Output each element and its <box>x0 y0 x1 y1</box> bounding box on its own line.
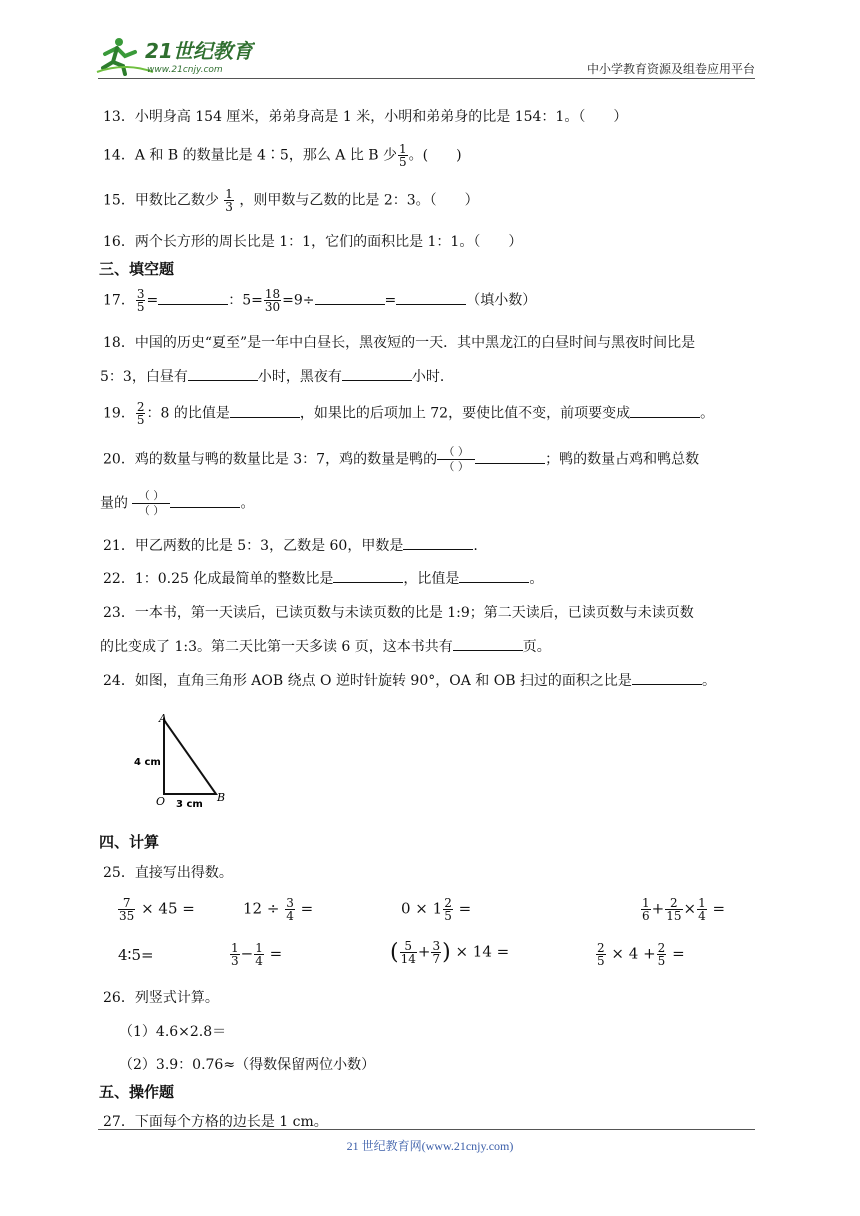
calc-expr-2: 12 ÷ $\frac{3}{4}$ = <box>243 896 314 923</box>
question-19: 19． $\frac{2}{5}$ ：8 的比值是 ，如果比的后项加上 72，要使比值不变，前项要变成 。 <box>103 400 715 427</box>
q14-text: 14．A 和 B 的数量比是 4∶5，那么 A 比 B 少 <box>103 147 398 164</box>
footer-divider <box>98 1129 755 1130</box>
label-left-side: 4 cm <box>134 757 161 768</box>
fraction: $\frac{2}{5}$ <box>657 941 666 968</box>
fraction: $\frac{1}{6}$ <box>642 896 650 923</box>
answer-blank[interactable] <box>459 569 529 583</box>
answer-blank[interactable] <box>333 569 403 583</box>
label-bottom-side: 3 cm <box>176 799 203 810</box>
header-divider <box>98 78 755 79</box>
question-26-part-1: （1）4.6×2.8＝ <box>119 1024 227 1040</box>
answer-blank[interactable] <box>230 404 300 418</box>
question-13: 13．小明身高 154 厘米，弟弟身高是 1 米，小明和弟弟身的比是 154：1。（ ） <box>103 109 628 125</box>
answer-blank[interactable] <box>170 494 240 508</box>
question-16: 16．两个长方形的周长比是 1：1，它们的面积比是 1：1。（ ） <box>103 234 523 250</box>
question-26: 26．列竖式计算。 <box>103 990 219 1006</box>
placeholder-fraction[interactable]: （ ） （ ） <box>437 446 475 473</box>
answer-blank[interactable] <box>158 291 228 305</box>
fraction: $\frac{3}{5}$ <box>136 287 145 314</box>
calc-expr-8: $\frac{2}{5}$ × 4 + $\frac{2}{5}$ = <box>597 941 685 968</box>
question-27: 27．下面每个方格的边长是 1 cm。 <box>103 1114 328 1130</box>
label-a: A <box>159 712 167 725</box>
question-25: 25．直接写出得数。 <box>103 865 233 881</box>
answer-blank[interactable] <box>630 404 700 418</box>
fraction: $\frac{5}{14}$ <box>400 939 416 966</box>
fraction: $\frac{2}{5}$ <box>597 941 605 968</box>
answer-blank[interactable] <box>632 671 702 685</box>
label-o: O <box>156 795 166 808</box>
fraction: $\frac{1}{4}$ <box>255 941 263 968</box>
question-18-line2: 5：3，白昼有 小时，黑夜有 小时． <box>100 369 454 385</box>
triangle-shape <box>164 720 216 794</box>
question-20-line1: 20．鸡的数量与鸭的数量比是 3：7，鸡的数量是鸭的 （ ） （ ） ；鸭的数量占鸡和鸭总数 <box>103 445 700 474</box>
section-title-operation: 五、操作题 <box>99 1083 175 1101</box>
placeholder-fraction[interactable]: （ ） （ ） <box>132 490 170 517</box>
answer-blank[interactable] <box>342 367 412 381</box>
question-26-part-2: （2）3.9：0.76≈（得数保留两位小数） <box>119 1057 376 1073</box>
calc-expr-6: $\frac{1}{3}$ − $\frac{1}{4}$ = <box>231 941 283 968</box>
fraction: $\frac{1}{3}$ <box>231 941 239 968</box>
answer-blank[interactable] <box>315 291 385 305</box>
label-b: B <box>217 791 226 804</box>
calc-expr-7: ( $\frac{5}{14}$ + $\frac{3}{7}$ ) × 14 = <box>390 939 510 966</box>
calc-expr-5: 4∶5= <box>118 946 154 964</box>
question-18-line1: 18．中国的历史“夏至”是一年中白昼长，黑夜短的一天．其中黑龙江的白昼时间与黑夜时间比是 <box>103 335 696 351</box>
question-24: 24．如图，直角三角形 AOB 绕点 O 逆时针旋转 90°，OA 和 OB 扫过的面积之比是 。 <box>103 673 716 689</box>
header-platform-title: 中小学教育资源及组卷应用平台 <box>586 62 755 76</box>
question-15 <box>103 188 479 213</box>
section-title-calc: 四、计算 <box>99 833 160 851</box>
answer-blank[interactable] <box>475 450 545 464</box>
fraction: $\frac{2}{5}$ <box>444 896 452 923</box>
fraction: $\frac{3}{4}$ <box>286 896 294 923</box>
answer-blank[interactable] <box>396 291 466 305</box>
answer-blank[interactable] <box>403 536 473 550</box>
fraction: $\frac{1}{4}$ <box>698 896 706 923</box>
footer-text: 21 世纪教育网(www.21cnjy.com) <box>346 1139 514 1153</box>
question-23-line1: 23．一本书，第一天读后，已读页数与未读页数的比是 1:9；第二天读后，已读页数与未读页数 <box>103 605 694 621</box>
site-logo <box>95 32 255 78</box>
question-17: 17． $\frac{3}{5}$ = ：5= $\frac{18}{30}$ =9÷ = （填小数） <box>103 287 537 314</box>
fraction: $\frac{2}{15}$ <box>666 896 682 923</box>
q15-text: 15．甲数比乙数少 <box>103 192 219 209</box>
logo-url: www.21cnjy.com <box>147 65 223 75</box>
fraction: $\frac{1}{5}$ <box>399 142 407 169</box>
question-20-line2: 量的 （ ） （ ） 。 <box>100 489 255 518</box>
calc-expr-3: 0 × 1 $\frac{2}{5}$ = <box>401 896 472 923</box>
fraction: $\frac{2}{5}$ <box>136 400 145 427</box>
calc-expr-4: $\frac{1}{6}$ + $\frac{2}{15}$ × $\frac{1}{4}$ = <box>642 896 726 923</box>
q15-bracket: ，则甲数与乙数的比是 2：3。（ ） <box>239 192 479 209</box>
answer-blank[interactable] <box>453 637 523 651</box>
logo-text: 21世纪教育 <box>145 39 253 63</box>
calc-expr-1: $\frac{7}{35}$ × 45 = <box>119 896 195 923</box>
question-14 <box>103 143 462 168</box>
triangle-aob-figure <box>128 710 238 815</box>
section-title-fill: 三、填空题 <box>99 260 175 278</box>
question-21: 21．甲乙两数的比是 5：3，乙数是 60，甲数是 . <box>103 538 478 554</box>
fraction: $\frac{3}{7}$ <box>432 939 441 966</box>
fraction: $\frac{18}{30}$ <box>264 287 281 314</box>
question-23-line2: 的比变成了 1:3。第二天比第一天多读 6 页，这本书共有 页。 <box>100 639 551 655</box>
answer-blank[interactable] <box>188 367 258 381</box>
fraction: $\frac{7}{35}$ <box>119 896 135 923</box>
q14-bracket: 。( ) <box>408 147 462 164</box>
fraction: $\frac{1}{3}$ <box>225 187 233 214</box>
question-22: 22．1：0.25 化成最简单的整数比是 ，比值是 。 <box>103 571 544 587</box>
